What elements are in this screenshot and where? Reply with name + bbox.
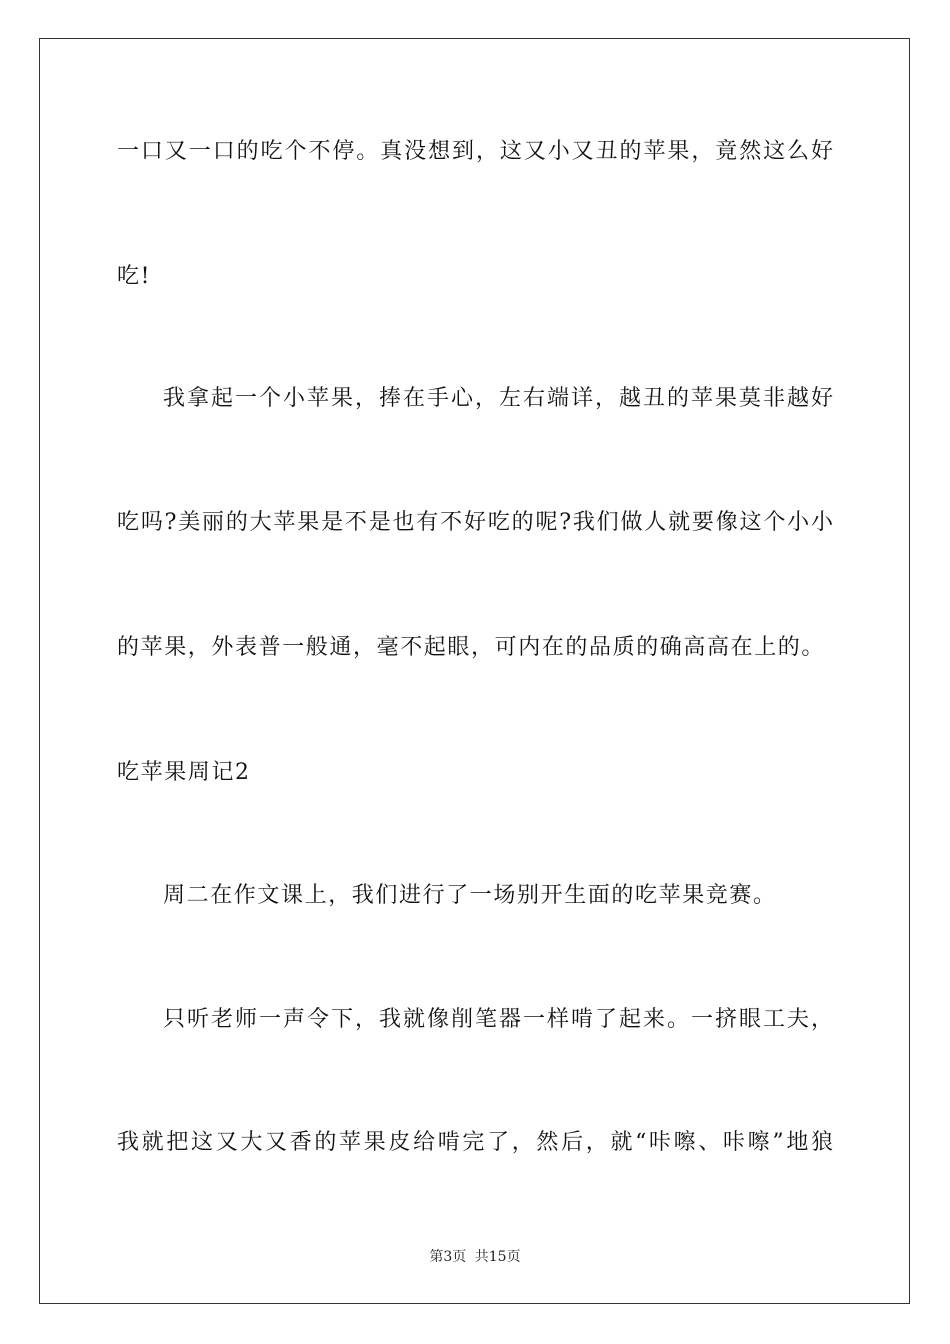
page-number: 第3页 xyxy=(429,1249,467,1265)
page-border xyxy=(39,38,910,1304)
section-heading: 吃苹果周记2 xyxy=(117,760,251,785)
text-line-2: 吃! xyxy=(117,264,152,289)
page-total: 共15页 xyxy=(474,1249,521,1265)
page-footer xyxy=(0,1247,950,1267)
text-line-7: 周二在作文课上，我们进行了一场别开生面的吃苹果竞赛。 xyxy=(163,883,777,908)
text-line-4: 吃吗?美丽的大苹果是不是也有不好吃的呢?我们做人就要像这个小小 xyxy=(117,510,833,535)
text-line-3: 我拿起一个小苹果，捧在手心，左右端详，越丑的苹果莫非越好 xyxy=(163,386,833,411)
text-line-9: 我就把这又大又香的苹果皮给啃完了，然后，就“咔嚓、咔嚓”地狼 xyxy=(117,1130,833,1155)
text-line-1: 一口又一口的吃个不停。真没想到，这又小又丑的苹果，竟然这么好 xyxy=(117,139,833,164)
text-line-8: 只听老师一声令下，我就像削笔器一样啃了起来。一挤眼工夫， xyxy=(163,1007,833,1032)
text-line-5: 的苹果，外表普一般通，毫不起眼，可内在的品质的确高高在上的。 xyxy=(117,635,826,660)
